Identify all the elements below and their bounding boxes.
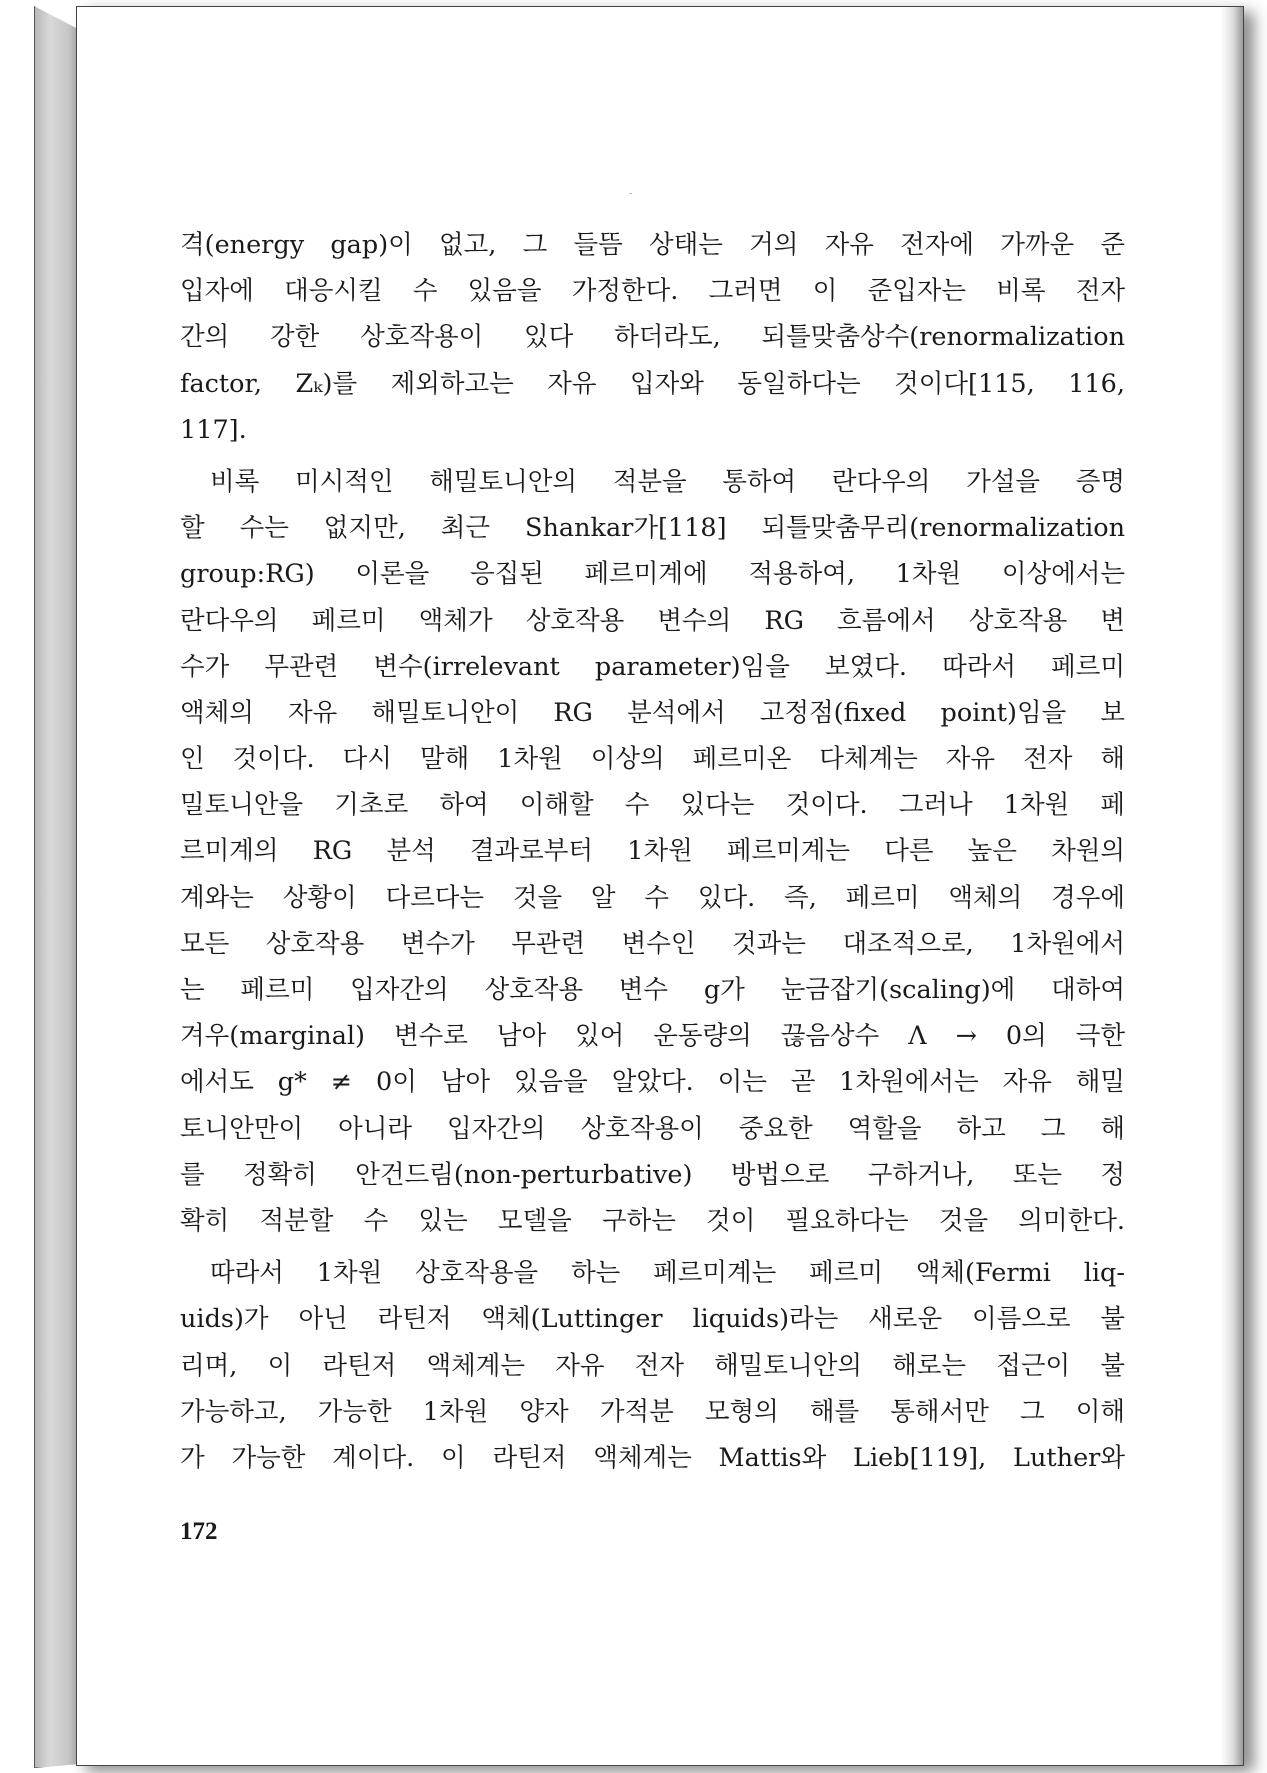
book-spine bbox=[34, 6, 80, 1768]
text-line: 계와는 상황이 다르다는 것을 알 수 있다. 즉, 페르미 액체의 경우에 bbox=[180, 882, 1125, 913]
text-line: 할 수는 없지만, 최근 Shankar가[118] 되틀맞춤무리(renormalization bbox=[180, 513, 1125, 544]
text-line: 117]. bbox=[180, 414, 247, 445]
text-line: 가능하고, 가능한 1차원 양자 가적분 모형의 해를 통해서만 그 이해 bbox=[180, 1396, 1125, 1427]
text-line: 확히 적분할 수 있는 모델을 구하는 것이 필요하다는 것을 의미한다. bbox=[180, 1205, 1125, 1236]
paragraph-3 bbox=[180, 1250, 1125, 1481]
text-line: 리며, 이 라틴저 액체계는 자유 전자 해밀토니안의 해로는 접근이 불 bbox=[180, 1350, 1125, 1381]
text-line: 따라서 1차원 상호작용을 하는 페르미계는 페르미 액체(Fermi liq- bbox=[210, 1258, 1125, 1289]
text-line: 모든 상호작용 변수가 무관련 변수인 것과는 대조적으로, 1차원에서 bbox=[180, 928, 1125, 959]
text-line: 토니안만이 아니라 입자간의 상호작용이 중요한 역할을 하고 그 해 bbox=[180, 1113, 1125, 1144]
text-line: 입자에 대응시킬 수 있음을 가정한다. 그러면 이 준입자는 비록 전자 bbox=[180, 276, 1125, 307]
page-edge-shadow bbox=[1221, 7, 1243, 1765]
body-text bbox=[180, 222, 1125, 1481]
text-line: 는 페르미 입자간의 상호작용 변수 g가 눈금잡기(scaling)에 대하여 bbox=[180, 975, 1125, 1005]
text-line: 액체의 자유 해밀토니안이 RG 분석에서 고정점(fixed point)임을 보 bbox=[180, 697, 1125, 728]
text-line: 겨우(marginal) 변수로 남아 있어 운동량의 끊음상수 Λ → 0의 극한 bbox=[180, 1021, 1125, 1052]
scan-speck bbox=[629, 193, 632, 194]
page-number: 172 bbox=[180, 1518, 218, 1545]
text-line: 가 가능한 계이다. 이 라틴저 액체계는 Mattis와 Lieb[119], Luther와 bbox=[180, 1442, 1125, 1473]
paragraph-2 bbox=[180, 459, 1125, 1244]
text-line: 비록 미시적인 해밀토니안의 적분을 통하여 란다우의 가설을 증명 bbox=[210, 466, 1125, 497]
text-line: 격(energy gap)이 없고, 그 들뜸 상태는 거의 자유 전자에 가까운 준 bbox=[180, 230, 1125, 260]
text-line: 밀토니안을 기초로 하여 이해할 수 있다는 것이다. 그러나 1차원 페 bbox=[180, 790, 1125, 821]
text-line: group:RG) 이론을 응집된 페르미계에 적용하여, 1차원 이상에서는 bbox=[180, 559, 1125, 590]
paragraph-1 bbox=[180, 222, 1125, 453]
text-line: 에서도 g* ≠ 0이 남아 있음을 알았다. 이는 곧 1차원에서는 자유 해밀 bbox=[180, 1067, 1125, 1098]
text-line: uids)가 아닌 라틴저 액체(Luttinger liquids)라는 새로운 이름으로 불 bbox=[180, 1304, 1125, 1335]
text-line: 인 것이다. 다시 말해 1차원 이상의 페르미온 다체계는 자유 전자 해 bbox=[180, 744, 1125, 775]
text-line: 를 정확히 안건드림(non-perturbative) 방법으로 구하거나, 또는 정 bbox=[180, 1159, 1125, 1190]
text-line: factor, Zₖ)를 제외하고는 자유 입자와 동일하다는 것이다[115, 116, bbox=[180, 368, 1125, 399]
text-line: 간의 강한 상호작용이 있다 하더라도, 되틀맞춤상수(renormalization bbox=[180, 322, 1125, 353]
text-line: 르미계의 RG 분석 결과로부터 1차원 페르미계는 다른 높은 차원의 bbox=[180, 836, 1125, 867]
text-line: 란다우의 페르미 액체가 상호작용 변수의 RG 흐름에서 상호작용 변 bbox=[180, 605, 1125, 636]
text-line: 수가 무관련 변수(irrelevant parameter)임을 보였다. 따라서 페르미 bbox=[180, 651, 1125, 682]
